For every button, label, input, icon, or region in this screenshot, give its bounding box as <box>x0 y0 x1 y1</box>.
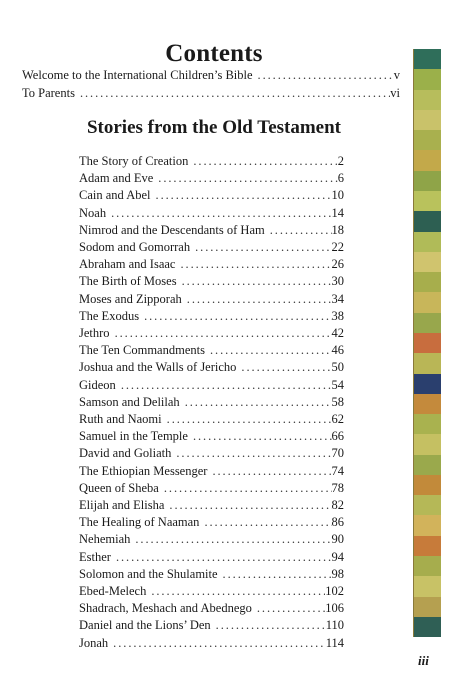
stripe-band <box>414 171 441 191</box>
toc-entry <box>79 239 344 255</box>
dot-leader <box>139 308 331 324</box>
toc-entry-page: 18 <box>331 222 344 237</box>
toc-entry-title: The Ethiopian Messenger <box>79 463 208 478</box>
stripe-band <box>414 597 441 617</box>
dot-leader <box>205 342 332 358</box>
dot-leader <box>116 377 332 393</box>
dot-leader <box>199 514 331 530</box>
toc-entry-page: 2 <box>337 154 344 168</box>
toc-entry <box>79 617 344 633</box>
dot-leader <box>146 583 325 599</box>
toc-entry-page: 74 <box>331 463 344 478</box>
toc-entry-page: 94 <box>331 549 344 564</box>
toc-entry-title: The Story of Creation <box>79 154 189 168</box>
toc-entry-page: vi <box>390 86 400 100</box>
toc-entry-page: 14 <box>331 205 344 220</box>
toc-entry-title: The Ten Commandments <box>79 343 205 358</box>
dot-leader <box>188 153 337 169</box>
stripe-band <box>414 191 441 211</box>
stripe-band <box>414 374 441 394</box>
toc-entry-title: Jethro <box>79 326 110 340</box>
toc-entry-title: The Exodus <box>79 308 140 323</box>
stripe-band <box>414 434 441 454</box>
page-title: Contents <box>165 40 263 67</box>
dot-leader <box>177 273 332 289</box>
stripe-band <box>414 272 441 292</box>
toc-entry-page: 82 <box>331 498 344 512</box>
toc-entry-title: Shadrach, Meshach and Abednego <box>79 601 252 616</box>
dot-leader <box>190 239 331 255</box>
toc-entry-title: Samson and Delilah <box>79 394 180 409</box>
toc-entry-page: 98 <box>331 566 344 581</box>
toc-entry-title: Nimrod and the Descendants of Ham <box>79 222 265 237</box>
toc-entry-page: 58 <box>331 394 344 409</box>
dot-leader <box>171 445 331 461</box>
toc-entry-title: Daniel and the Lions’ Den <box>79 618 211 633</box>
toc-entry-page: 46 <box>331 343 344 358</box>
toc-entry-page: 50 <box>331 360 344 375</box>
toc-entry <box>79 153 344 169</box>
toc-entry <box>79 170 344 186</box>
toc-entry-title: David and Goliath <box>79 446 172 461</box>
dot-leader <box>111 549 332 565</box>
dot-leader <box>153 170 337 186</box>
dot-leader <box>252 600 325 616</box>
dot-leader <box>236 359 331 375</box>
stripe-band <box>414 617 441 637</box>
toc-entry <box>79 566 344 582</box>
dot-leader <box>218 566 332 582</box>
dot-leader <box>207 463 331 479</box>
stripe-band <box>414 414 441 434</box>
stripe-band <box>414 90 441 110</box>
stripe-band <box>414 211 441 231</box>
toc-entry-title: Solomon and the Shulamite <box>79 566 218 581</box>
dot-leader <box>110 325 332 341</box>
toc-entry <box>79 377 344 393</box>
stripe-band <box>414 353 441 373</box>
dot-leader <box>130 531 331 547</box>
dot-leader <box>265 222 332 238</box>
toc-entry <box>79 325 344 341</box>
dot-leader <box>211 617 326 633</box>
toc-entry <box>22 67 400 83</box>
toc-entry-page: 54 <box>331 377 344 392</box>
dot-leader <box>164 497 331 513</box>
stripe-band <box>414 536 441 556</box>
toc-entry-page: 106 <box>325 601 344 616</box>
toc-entry-page: 6 <box>337 171 344 186</box>
stripe-band <box>414 49 441 69</box>
toc-entry <box>79 256 344 272</box>
toc-entry-title: Sodom and Gomorrah <box>79 240 191 254</box>
toc-entry-page: 90 <box>331 532 344 547</box>
toc-entry-page: 102 <box>325 584 344 598</box>
toc-entry-title: Adam and Eve <box>79 171 154 186</box>
stripe-band <box>414 475 441 495</box>
toc-entry-page: v <box>393 68 400 82</box>
dot-leader <box>182 291 332 307</box>
stripe-band <box>414 576 441 596</box>
toc-entry-page: 42 <box>331 326 344 340</box>
stripe-band <box>414 495 441 515</box>
toc-entry-title: Moses and Zipporah <box>79 291 182 306</box>
dot-leader <box>175 256 331 272</box>
stripe-band <box>414 150 441 170</box>
toc-entry <box>79 514 344 530</box>
toc-entry-page: 110 <box>325 618 344 633</box>
toc-entry-page: 114 <box>325 635 344 650</box>
toc-entry-title: Esther <box>79 549 111 564</box>
toc-entry <box>79 342 344 358</box>
dot-leader <box>162 411 332 427</box>
toc-entry <box>79 308 344 324</box>
toc-entry-page: 30 <box>331 274 344 289</box>
toc-entry-title: Nehemiah <box>79 532 131 547</box>
toc-entry-title: The Birth of Moses <box>79 274 177 289</box>
dot-leader <box>106 205 331 221</box>
stripe-band <box>414 515 441 535</box>
toc-entry-page: 78 <box>331 480 344 495</box>
toc-entry-title: Ruth and Naomi <box>79 412 162 426</box>
toc-entry <box>79 549 344 565</box>
stripe-band <box>414 394 441 414</box>
toc-entry-title: Joshua and the Walls of Jericho <box>79 360 237 375</box>
stripe-band <box>414 110 441 130</box>
section-heading: Stories from the Old Testament <box>86 117 342 138</box>
stripe-band <box>414 455 441 475</box>
toc-entry <box>79 635 344 651</box>
toc-entry-page: 38 <box>331 308 344 323</box>
toc-entry <box>79 428 344 444</box>
toc-entry <box>79 291 344 307</box>
dot-leader <box>188 428 332 444</box>
toc-entry <box>22 85 400 101</box>
toc-entry <box>79 445 344 461</box>
stripe-band <box>414 232 441 252</box>
toc-entry-title: Welcome to the International Children’s Bible <box>22 68 253 82</box>
toc-entry-title: Cain and Abel <box>79 188 151 203</box>
stripe-band <box>414 292 441 312</box>
toc-entry-page: 10 <box>331 188 344 203</box>
decorative-color-stripe <box>413 49 441 637</box>
toc-entry <box>79 411 344 427</box>
toc-entry-title: Jonah <box>79 635 109 650</box>
toc-entry-page: 62 <box>331 412 344 426</box>
toc-entry <box>79 205 344 221</box>
toc-entry <box>79 222 344 238</box>
stripe-band <box>414 69 441 89</box>
toc-entry-page: 26 <box>331 257 344 272</box>
toc-entry <box>79 531 344 547</box>
dot-leader <box>180 394 332 410</box>
toc-entry <box>79 497 344 513</box>
stripe-band <box>414 252 441 272</box>
toc-entry-page: 70 <box>331 446 344 461</box>
toc-entry-title: Noah <box>79 205 107 220</box>
toc-entry-title: Samuel in the Temple <box>79 429 188 444</box>
toc-entry-title: Gideon <box>79 377 116 392</box>
page-folio: iii <box>418 653 429 668</box>
toc-entry-title: Elijah and Elisha <box>79 498 165 512</box>
toc-entry <box>79 394 344 410</box>
toc-entry <box>79 359 344 375</box>
toc-entry <box>79 600 344 616</box>
stripe-band <box>414 333 441 353</box>
toc-entry <box>79 463 344 479</box>
toc-entry-title: Abraham and Isaac <box>79 257 176 272</box>
toc-entry-page: 66 <box>331 429 344 444</box>
toc-entry-title: Queen of Sheba <box>79 480 159 495</box>
toc-entry-title: To Parents <box>22 86 75 100</box>
toc-entry-page: 34 <box>331 291 344 306</box>
toc-entry <box>79 273 344 289</box>
toc-entry-page: 86 <box>331 515 344 530</box>
toc-entry-title: The Healing of Naaman <box>79 515 200 530</box>
toc-entry <box>79 187 344 203</box>
toc-entry <box>79 480 344 496</box>
dot-leader <box>108 635 326 651</box>
toc-entry <box>79 583 344 599</box>
stripe-band <box>414 130 441 150</box>
stripe-band <box>414 556 441 576</box>
stripe-band <box>414 313 441 333</box>
toc-entry-page: 22 <box>331 240 344 254</box>
dot-leader <box>159 480 332 496</box>
dot-leader <box>151 187 332 203</box>
dot-leader <box>75 85 390 101</box>
toc-entry-title: Ebed-Melech <box>79 584 147 598</box>
dot-leader <box>253 67 394 83</box>
